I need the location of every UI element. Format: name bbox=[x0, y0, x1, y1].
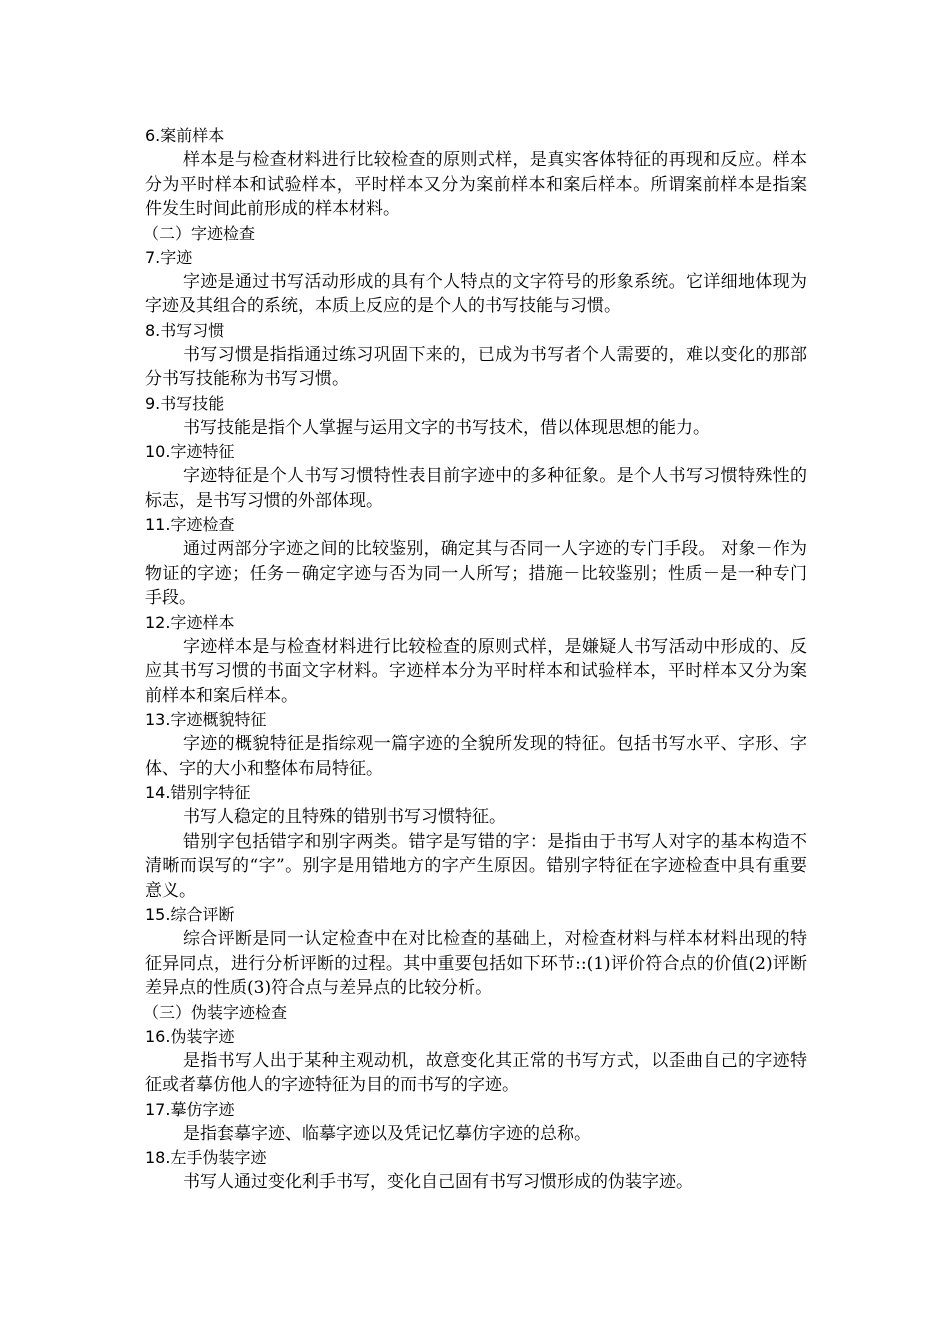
paragraph: 书写人稳定的且特殊的错别书写习惯特征。 bbox=[183, 807, 506, 827]
section-heading-2: （二）字迹检查 bbox=[143, 223, 256, 243]
paragraph: 字迹特征是个人书写习惯特性表目前字迹中的多种征象。是个人书写习惯特殊性的标志，是书写习惯的外部体现。 bbox=[145, 466, 807, 511]
heading-6: 6.案前样本 bbox=[145, 126, 225, 145]
document-body bbox=[145, 124, 807, 1195]
paragraph: 书写技能是指个人掌握与运用文字的书写技术，借以体现思想的能力。 bbox=[183, 417, 710, 438]
paragraph: 书写人通过变化利手书写，变化自己固有书写习惯形成的伪装字迹。 bbox=[183, 1172, 693, 1192]
heading-16: 16.伪装字迹 bbox=[145, 1026, 235, 1046]
heading-12: 12.字迹样本 bbox=[145, 612, 235, 632]
paragraph: 字迹是通过书写活动形成的具有个人特点的文字符号的形象系统。它详细地体现为字迹及其组合的系统，本质上反应的是个人的书写技能与习惯。 bbox=[145, 271, 807, 316]
paragraph: 字迹样本是与检查材料进行比较检查的原则式样，是嫌疑人书写活动中形成的、反应其书写习惯的书面文字材料。字迹样本分为平时样本和试验样本，平时样本又分为案前样本和案后样本。 bbox=[145, 636, 807, 706]
heading-15: 15.综合评断 bbox=[145, 905, 235, 924]
paragraph: 综合评断是同一认定检查中在对比检查的基础上，对检查材料与样本材料出现的特征异同点，进行分析评断的过程。其中重要包括如下环节::(1)评价符合点的价值(2)评断差异点的性质(3)符合点与差异点的比较分析。 bbox=[145, 929, 807, 998]
heading-14: 14.错别字特征 bbox=[145, 783, 251, 802]
heading-17: 17.摹仿字迹 bbox=[145, 1099, 235, 1119]
section-heading-3: （三）伪装字迹检查 bbox=[143, 1002, 288, 1022]
heading-9: 9.书写技能 bbox=[145, 393, 225, 413]
heading-11: 11.字迹检查 bbox=[145, 515, 235, 534]
paragraph: 样本是与检查材料进行比较检查的原则式样，是真实客体特征的再现和反应。样本分为平时样本和试验样本，平时样本又分为案前样本和案后样本。所谓案前样本是指案件发生时间此前形成的样本材料。 bbox=[145, 150, 807, 219]
paragraph: 错别字包括错字和别字两类。错字是写错的字：是指由于书写人对字的基本构造不清晰而误写的“字”。别字是用错地方的字产生原因。错别字特征在字迹检查中具有重要意义。 bbox=[145, 831, 807, 901]
paragraph: 是指书写人出于某种主观动机，故意变化其正常的书写方式，以歪曲自己的字迹特征或者摹仿他人的字迹特征为目的而书写的字迹。 bbox=[145, 1050, 807, 1095]
heading-8: 8.书写习惯 bbox=[145, 320, 225, 340]
paragraph: 是指套摹字迹、临摹字迹以及凭记忆摹仿字迹的总称。 bbox=[183, 1123, 591, 1144]
paragraph: 书写习惯是指指通过练习巩固下来的，已成为书写者个人需要的，难以变化的那部分书写技能称为书写习惯。 bbox=[145, 344, 807, 389]
heading-7: 7.字迹 bbox=[145, 247, 193, 267]
paragraph: 通过两部分字迹之间的比较鉴别，确定其与否同一人字迹的专门手段。 对象－作为物证的字迹；任务－确定字迹与否为同一人所写；措施－比较鉴别；性质－是一种专门手段。 bbox=[145, 539, 807, 608]
paragraph: 字迹的概貌特征是指综观一篇字迹的全貌所发现的特征。包括书写水平、字形、字体、字的大小和整体布局特征。 bbox=[145, 734, 807, 779]
heading-18: 18.左手伪装字迹 bbox=[145, 1148, 267, 1167]
heading-13: 13.字迹概貌特征 bbox=[145, 710, 267, 729]
heading-10: 10.字迹特征 bbox=[145, 442, 235, 461]
